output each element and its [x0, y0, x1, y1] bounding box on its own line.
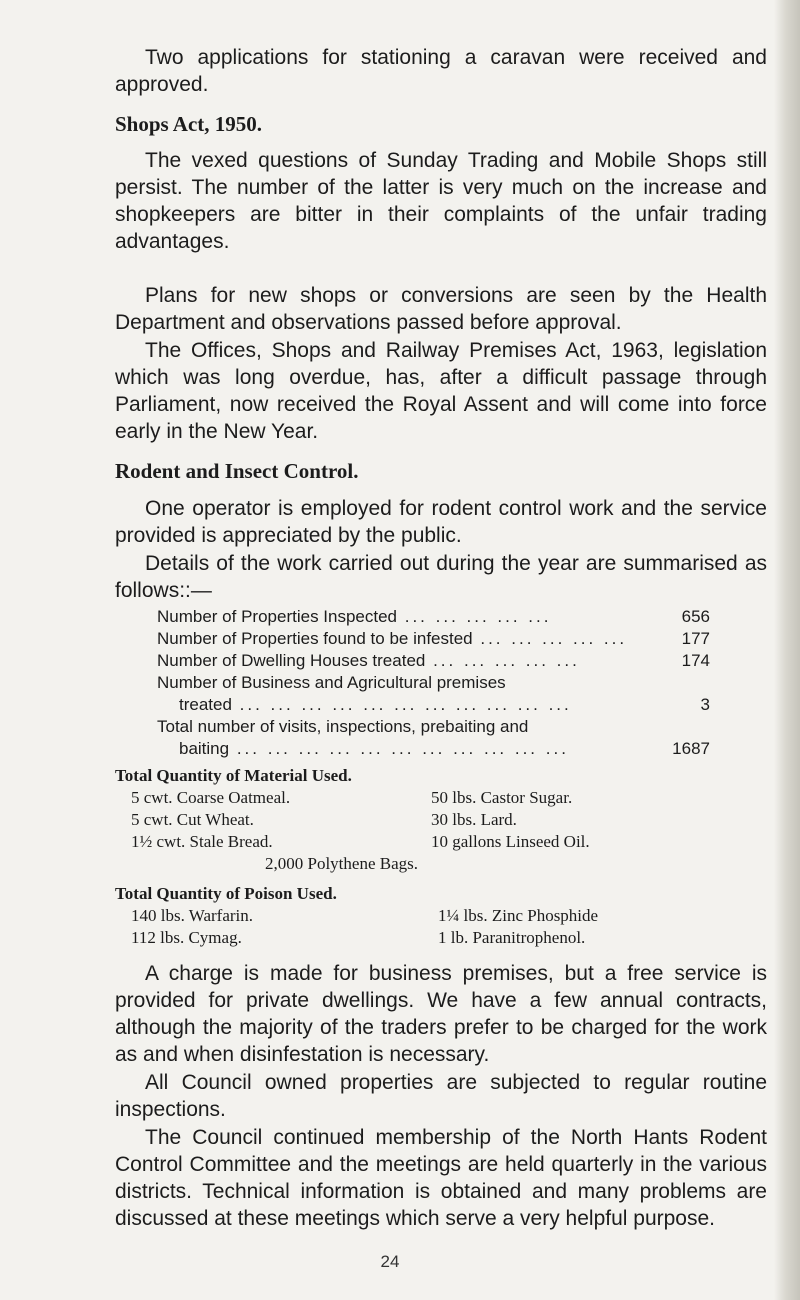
charge-paragraph: A charge is made for business premises, but a free service is provided for private dwellings. We have a few annual contracts, although the majority of the traders prefer to be charged for the work as and when disinfestation is necessary.	[115, 962, 767, 1066]
material-cut-wheat: 5 cwt. Cut Wheat.	[131, 810, 254, 829]
material-linseed-oil: 10 gallons Linseed Oil.	[431, 832, 590, 851]
stat-value: 1687	[672, 739, 710, 758]
page-number: 24	[380, 1252, 400, 1271]
stat-value: 174	[681, 651, 710, 670]
stat-label: Number of Properties found to be infested	[157, 629, 473, 648]
leader-dots: ... ... ... ... ...	[425, 651, 580, 670]
stat-row-properties-infested	[157, 628, 710, 650]
stat-row-dwellings-treated	[157, 650, 710, 672]
material-polythene-bags: 2,000 Polythene Bags.	[265, 854, 418, 873]
stat-row-business-premises-line1	[157, 672, 710, 694]
offices-act-paragraph: The Offices, Shops and Railway Premises Act, 1963, legislation which was long overdue, has, after a difficult passage through Parliament, now received the Royal Assent and will come into force early in the New Year.	[115, 339, 767, 443]
stat-row-properties-inspected	[157, 606, 710, 628]
operator-paragraph: One operator is employed for rodent control work and the service provided is appreciated by the public.	[115, 497, 767, 547]
material-lard: 30 lbs. Lard.	[431, 810, 517, 829]
material-castor-sugar: 50 lbs. Castor Sugar.	[431, 788, 573, 807]
material-coarse-oatmeal: 5 cwt. Coarse Oatmeal.	[131, 788, 291, 807]
stat-value: 656	[681, 607, 710, 626]
sunday-trading-paragraph: The vexed questions of Sunday Trading and Mobile Shops still persist. The number of the latter is very much on the increase and shopkeepers are bitter in their complaints of the unfair trading advantages.	[115, 149, 767, 253]
stat-label: Number of Properties Inspected	[157, 607, 398, 626]
leader-dots: ... ... ... ... ... ... ... ... ... ... ...	[229, 739, 569, 758]
stat-label: Number of Business and Agricultural premises	[157, 673, 506, 692]
materials-heading: Total Quantity of Material Used.	[115, 766, 352, 785]
leader-dots: ... ... ... ... ...	[472, 629, 628, 648]
committee-paragraph: The Council continued membership of the North Hants Rodent Control Committee and the meetings are held quarterly in the various districts. Technical information is obtained and many problems are discussed at these meetings which serve a very helpful purpose.	[115, 1126, 767, 1230]
poison-paranitrophenol: 1 lb. Paranitrophenol.	[438, 928, 586, 947]
rodent-control-heading: Rodent and Insect Control.	[115, 459, 359, 483]
stat-label: Total number of visits, inspections, prebaiting and	[157, 717, 529, 736]
stat-value: 177	[681, 629, 710, 648]
poisons-heading: Total Quantity of Poison Used.	[115, 884, 337, 903]
new-shops-paragraph: Plans for new shops or conversions are seen by the Health Department and observations passed before approval.	[115, 284, 767, 334]
leader-dots: ... ... ... ... ...	[397, 607, 552, 626]
rodent-statistics-table	[157, 606, 710, 760]
stat-label: treated	[179, 695, 232, 714]
stat-label: baiting	[179, 739, 230, 758]
poison-zinc-phosphide: 1¼ lbs. Zinc Phosphide	[438, 906, 599, 925]
shops-act-heading: Shops Act, 1950.	[115, 112, 263, 136]
leader-dots: ... ... ... ... ... ... ... ... ... ... ...	[231, 695, 572, 714]
caravan-paragraph: Two applications for stationing a caravan were received and approved.	[115, 46, 767, 96]
material-stale-bread: 1½ cwt. Stale Bread.	[131, 832, 273, 851]
stat-value: 3	[700, 695, 710, 714]
poison-warfarin: 140 lbs. Warfarin.	[131, 906, 254, 925]
stat-row-total-visits-line1	[157, 716, 710, 738]
poison-cymag: 112 lbs. Cymag.	[131, 928, 242, 947]
stat-row-business-premises-line2	[157, 694, 710, 716]
stat-label: Number of Dwelling Houses treated	[157, 651, 426, 670]
details-intro-paragraph: Details of the work carried out during the year are summarised as follows::—	[115, 552, 767, 602]
council-properties-paragraph: All Council owned properties are subjected to regular routine inspections.	[115, 1071, 767, 1121]
stat-row-total-visits-line2	[157, 738, 710, 760]
